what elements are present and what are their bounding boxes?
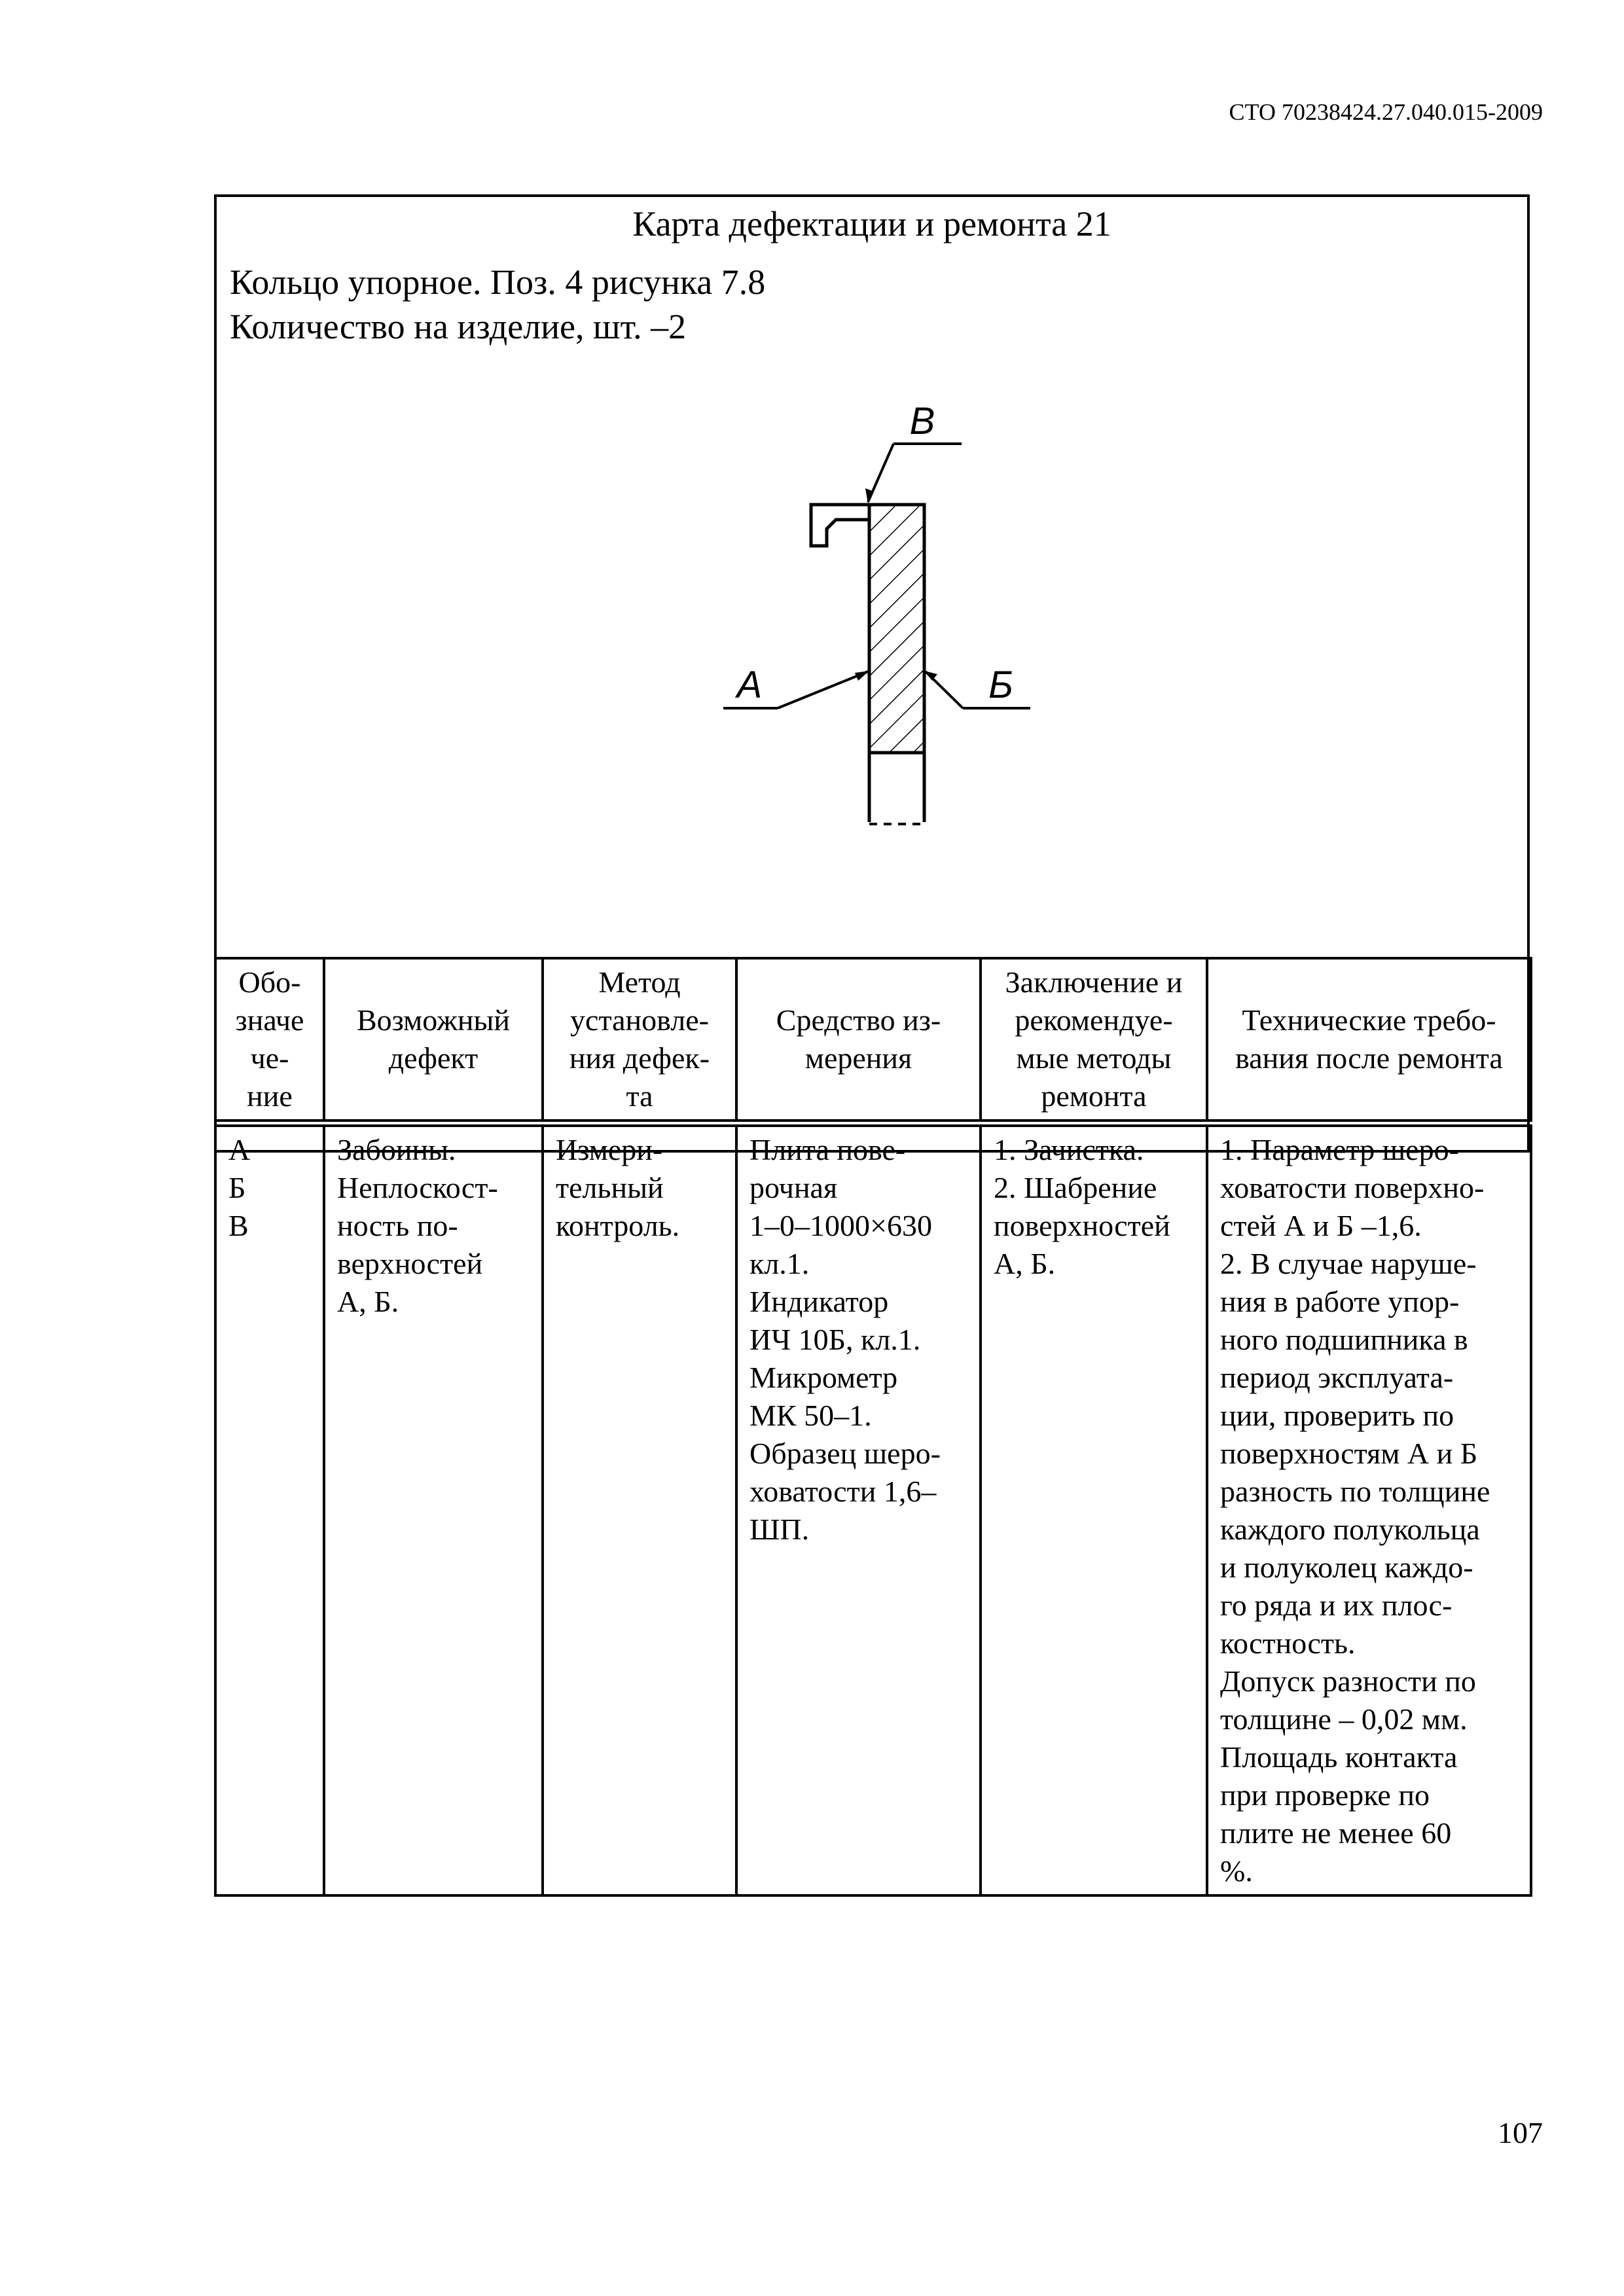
column-header-instrument: Средство из- мерения xyxy=(736,958,981,1123)
page-number: 107 xyxy=(1498,2116,1543,2149)
cell-designation: А Б В xyxy=(215,1123,324,1895)
cell-instrument: Плита пове- рочная 1–0–1000×630 кл.1. Индикатор ИЧ 10Б, кл.1. Микрометр МК 50–1. Образец шеро- ховатости 1,6– ШП. xyxy=(736,1123,981,1895)
part-quantity: Количество на изделие, шт. –2 xyxy=(230,307,687,346)
leader-a xyxy=(723,664,869,708)
label-v: В xyxy=(909,400,935,442)
column-header-designation: Обо- значе че- ние xyxy=(215,958,324,1123)
cell-defect: Забоины. Неплоскост- ность по- верхностей А, Б. xyxy=(324,1123,543,1895)
column-header-requirements: Технические требо- вания после ремонта xyxy=(1207,958,1531,1123)
cell-conclusion: 1. Зачистка. 2. Шабрение поверхностей А, Б. xyxy=(981,1123,1207,1895)
flange-lip xyxy=(811,505,869,546)
column-header-conclusion: Заключение и рекомендуе- мые методы ремонта xyxy=(981,958,1207,1123)
table-header-row xyxy=(215,958,1531,1123)
part-profile xyxy=(811,505,924,824)
document-code: СТО 70238424.27.040.015-2009 xyxy=(1229,99,1543,125)
part-name: Кольцо упорное. Поз. 4 рисунка 7.8 xyxy=(230,262,766,302)
cell-method: Измери- тельный контроль. xyxy=(543,1123,736,1895)
label-b: Б xyxy=(988,664,1013,706)
column-header-method: Метод установле- ния дефек- та xyxy=(543,958,736,1123)
hatched-section xyxy=(869,505,924,753)
cell-requirements: 1. Параметр шеро- ховатости поверхно- стей А и Б –1,6. 2. В случае наруше- ния в работе упор- ного подшипника в период эксплуата- ции, проверить по поверхностям А и Б разность по толщине каждого полукольца и полуколец каждо- го ряда и их плос- костность. Допуск разности по толщине – 0,02 мм. Площадь контакта при проверке по плите не менее 60 %. xyxy=(1207,1123,1531,1895)
leader-b xyxy=(924,664,1030,708)
leader-v xyxy=(865,400,962,503)
label-a: А xyxy=(736,664,763,706)
card-title: Карта дефектации и ремонта 21 xyxy=(632,204,1111,243)
table-row xyxy=(215,1123,1531,1895)
defect-table xyxy=(214,957,1532,1897)
column-header-defect: Возможный дефект xyxy=(324,958,543,1123)
